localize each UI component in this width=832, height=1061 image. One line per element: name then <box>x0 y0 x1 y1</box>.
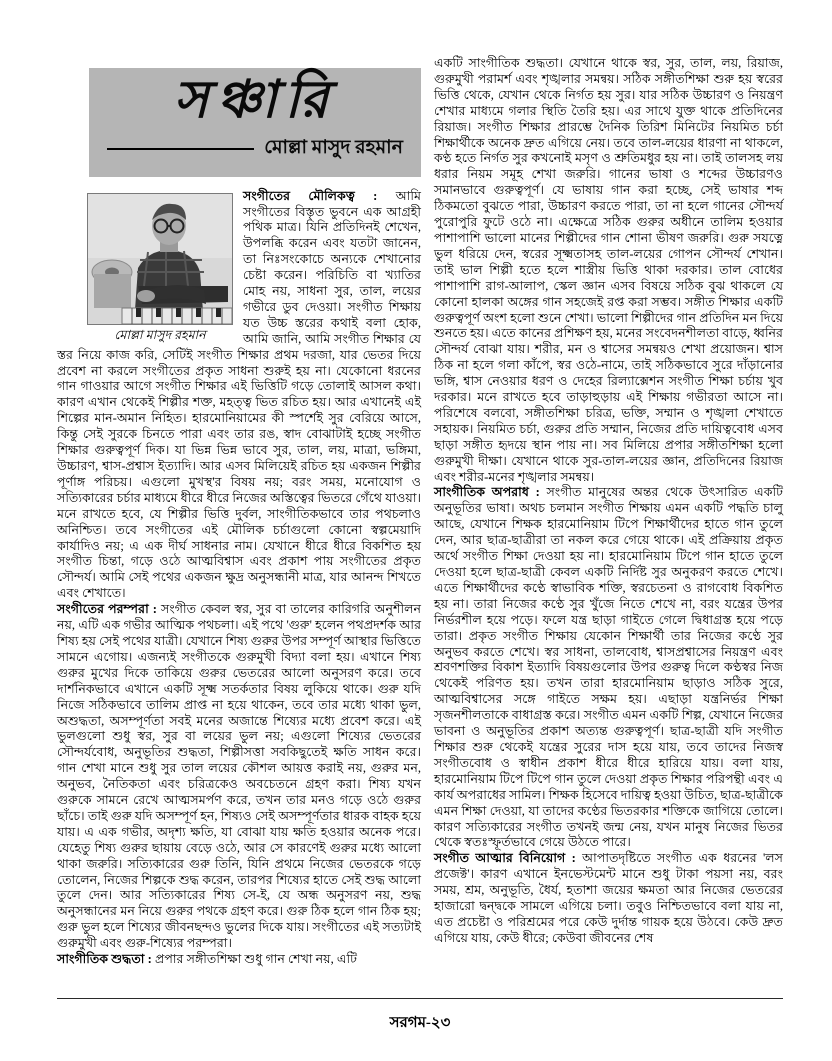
article-column-left <box>57 56 421 968</box>
section-body-oporadh: সংগীত মানুষের অন্তর থেকে উৎসারিত একটি অনুভূতির ভাষা। অথচ চলমান সংগীত শিক্ষায় এমন একটি পদ্ধতি চালু আছে, যেখানে শিক্ষক হারমোনিয়াম টিপে শিক্ষার্থীদের হাতে গান তুলে দেন, আর ছাত্র-ছাত্রীরা তা নকল করে গেয়ে থাকে। এই প্রক্রিয়ায় প্রকৃত অর্থে সংগীত শিক্ষা দেওয়া হয় না। হারমোনিয়াম টিপে গান হাতে তুলে দেওয়া হলে ছাত্র-ছাত্রী কেবল একটি নির্দিষ্ট সুর অনুকরণ করতে শেখে। এতে শিক্ষার্থীদের কণ্ঠে স্বাভাবিক শক্তি, স্বরচেতনা ও রাগবোধ বিকশিত হয় না। তারা নিজের কণ্ঠে সুর খুঁজে নিতে শেখে না, বরং যন্ত্রের উপর নির্ভরশীল হয়ে পড়ে। ফলে যন্ত্র ছাড়া গাইতে গেলে দ্বিধাগ্রস্ত হয়ে পড়ে তারা। প্রকৃত সংগীত শিক্ষায় যেকোন শিক্ষার্থী তার নিজের কণ্ঠে সুর অনুভব করতে শেখে। স্বর সাধনা, তালবোধ, শ্বাসপ্রশ্বাসের নিয়ন্ত্রণ এবং শ্রবণশক্তির বিকাশ ইত্যাদি বিষয়গুলোর উপর গুরুত্ব দিলে কণ্ঠস্বর নিজ থেকেই পরিণত হয়। তখন তারা হারমোনিয়াম ছাড়াও সঠিক সুরে, আত্মবিশ্বাসের সঙ্গে গাইতে সক্ষম হয়। এছাড়া যন্ত্রনির্ভর শিক্ষা সৃজনশীলতাকে বাধাগ্রস্ত করে। সংগীত এমন একটি শিল্প, যেখানে নিজের ভাবনা ও অনুভূতির প্রকাশ অত্যন্ত গুরুত্বপূর্ণ। ছাত্র-ছাত্রী যদি সংগীত শিক্ষার শুরু থেকেই যন্ত্রের সুরের দাস হয়ে যায়, তবে তাদের নিজস্ব সংগীতবোধ ও স্বাধীন প্রকাশ ধীরে ধীরে হারিয়ে যায়। বলা যায়, হারমোনিয়াম টিপে টিপে গান তুলে দেওয়া প্রকৃত শিক্ষার পরিপন্থী এবং এ কার্য অপরাধের সামিল। শিক্ষক হিসেবে দায়িত্ব হওয়া উচিত, ছাত্র-ছাত্রীকে এমন শিক্ষা দেওয়া, যা তাদের কণ্ঠের ভিতরকার শক্তিকে জাগিয়ে তোলে। কারণ সত্যিকারের সংগীত তখনই জন্ম নেয়, যখন মানুষ নিজের ভিতর থেকে স্বতঃস্ফূর্তভাবে গেয়ে উঠতে পারে। <box>434 485 783 850</box>
section-body-biniyog: আপাতদৃষ্টিতে সংগীত এক ধরনের 'লস প্রজেক্ট'। কারণ এখানে ইনভেস্টমেন্ট মানে শুধু টাকা পয়সা নয়, বরং সময়, শ্রম, অনুভূতি, ধৈর্য, হতাশা জয়ের ক্ষমতা আর নিজের ভেতরের হাজারো দ্বন্দ্বকে সামলে এগিয়ে চলা। তবুও নিশ্চিতভাবে বলা যায় না, এত প্রচেষ্টা ও পরিশ্রমের পরে কেউ দুর্দান্ত গায়ক হয়ে উঠবে। কেউ দ্রুত এগিয়ে যায়, কেউ ধীরে; কেউবা জীবনের শেষ <box>434 851 783 945</box>
column-title: সঞ্চারি <box>173 72 337 129</box>
section-paragraph-biniyog <box>434 851 783 946</box>
section-body-shuddhota-start: প্রপার সঙ্গীতশিক্ষা শুধু গান শেখা নয়, এটি <box>154 952 357 967</box>
author-photo <box>87 193 233 325</box>
section-paragraph-porompora <box>57 602 421 952</box>
author-name: মোল্লা মাসুদ রহমান <box>264 136 403 158</box>
section-heading-oporadh: সাংগীতিক অপরাধ : <box>434 485 540 500</box>
section-paragraph-shuddhota-continued <box>434 56 783 485</box>
author-photo-caption: মোল্লা মাসুদ রহমান <box>114 327 206 342</box>
author-rule-divider <box>107 148 254 150</box>
section-heading-shuddhota: সাংগীতিক শুদ্ধতা : <box>57 952 152 967</box>
article-column-right <box>434 56 783 968</box>
section-heading-biniyog: সংগীত আত্মার বিনিয়োগ : <box>434 851 576 866</box>
masthead-author-row <box>101 133 409 165</box>
section-paragraph-shuddhota-start <box>57 952 421 968</box>
masthead <box>89 68 421 177</box>
section-heading-moulikotto: সংগীতের মৌলিকত্ব : <box>243 188 378 203</box>
article-body <box>57 56 783 968</box>
section-paragraph-oporadh <box>434 485 783 851</box>
footer-page-label: সরগম-২৩ <box>389 1015 451 1031</box>
author-photo-block <box>87 193 233 347</box>
section-body-shuddhota-continued: একটি সাংগীতিক শুদ্ধতা। যেখানে থাকে স্বর, সুর, তাল, লয়, রিয়াজ, গুরুমুখী পরামর্শ এবং শৃঙ্খলার সমন্বয়। সঠিক সঙ্গীতশিক্ষা শুরু হয় স্বরের ভিত্তি থেকে, যেখান থেকে নির্গত হয় সুর। যার সঠিক উচ্চারণ ও নিয়ন্ত্রণ শেখার মাধ্যমে গলার স্থিতি তৈরি হয়। এর সাথে যুক্ত থাকে প্রতিদিনের রিয়াজ। সংগীত শিক্ষার প্রারম্ভে দৈনিক তিরিশ মিনিটের নিয়মিত চর্চা শিক্ষার্থীকে অনেক দ্রুত এগিয়ে নেয়। তবে তাল-লয়ের ধারণা না থাকলে, কণ্ঠ হতে নির্গত সুর কখনোই মসৃণ ও শ্রুতিমধুর হয় না। তাই তালসহ লয় ধরার নিয়ম সমূহ শেখা জরুরি। গানের ভাষা ও শব্দের উচ্চারণও সমানভাবে গুরুত্বপূর্ণ। যে ভাষায় গান করা হচ্ছে, সেই ভাষার শব্দ ঠিকমতো বুঝতে পারা, উচ্চারণ করতে পারা, তা না হলে গানের সৌন্দর্য পুরোপুরি ফুটে ওঠে না। এক্ষেত্রে সঠিক গুরুর অধীনে তালিম হওয়ার পাশাপাশি ভালো মানের শিল্পীদের গান শোনা ভীষণ জরুরি। গুরু সযত্নে ভুল ধরিয়ে দেন, স্বরের সূক্ষ্মতাসহ তাল-লয়ের গোপন সৌন্দর্য শেখান। তাই ভাল শিল্পী হতে হলে শাস্ত্রীয় ভিত্তি থাকা দরকার। তাল বোধের পাশাপাশি রাগ-আলাপ, স্কেল জ্ঞান এসব বিষয়ে সঠিক বুঝ থাকলে যে কোনো হালকা অঙ্গের গান সহজেই রপ্ত করা সম্ভব। সঙ্গীত শিক্ষার একটি গুরুত্বপূর্ণ অংশ হলো শুনে শেখা। ভালো শিল্পীদের গান প্রতিদিন মন দিয়ে শুনতে হয়। এতে কানের প্রশিক্ষণ হয়, মনের সংবেদনশীলতা বাড়ে, ধ্বনির সৌন্দর্য বোঝা যায়। শরীর, মন ও শ্বাসের সমন্বয়ও শেখা প্রয়োজন। শ্বাস ঠিক না হলে গলা কাঁপে, স্বর ওঠে-নামে, তাই সঠিকভাবে সুরে দাঁড়ানোর ভঙ্গি, শ্বাস নেওয়ার ধরণ ও দেহের রিল্যাক্সেশন সংগীত শিক্ষা চর্চায় খুব দরকার। মনে রাখতে হবে তাড়াহুড়ায় এই শিক্ষায় গভীরতা আসে না। পরিশেষে বলবো, সঙ্গীতশিক্ষা চরিত্র, ভক্তি, সম্মান ও শৃঙ্খলা শেখাতে সহায়ক। নিয়মিত চর্চা, গুরুর প্রতি সম্মান, নিজের প্রতি দায়িত্ববোধ এসব ছাড়া সঙ্গীত হৃদয়ে স্থান পায় না। সব মিলিয়ে প্রপার সঙ্গীতশিক্ষা হলো গুরুমুখী দীক্ষা। যেখানে থাকে সুর-তাল-লয়ের জ্ঞান, প্রতিদিনের রিয়াজ এবং শরীর-মনের শৃঙ্খলার সমন্বয়। <box>434 56 783 484</box>
section-body-porompora: সংগীত কেবল স্বর, সুর বা তালের কারিগরি অনুশীলন নয়, এটি এক গভীর আত্মিক পথচলা। এই পথে 'গুরু' হলেন পথপ্রদর্শক আর শিষ্য হয় সেই পথের যাত্রী। যেখানে শিষ্য গুরুর উপর সম্পূর্ণ আস্থার ভিত্তিতে সামনে এগোয়। এজন্যই সংগীতকে গুরুমুখী বিদ্যা বলা হয়। এখানে শিষ্য গুরুর মুখের দিকে তাকিয়ে গুরুর ভেতরের আলো অনুসরণ করে। তবে দার্শনিকভাবে এখানে একটি সূক্ষ্ম সতর্কতার বিষয় লুকিয়ে থাকে। গুরু যদি নিজে সঠিকভাবে তালিম প্রাপ্ত না হয়ে থাকেন, তবে তার মধ্যে থাকা ভুল, অশুদ্ধতা, অসম্পূর্ণতা সবই মনের অজান্তে শিষ্যের মধ্যে প্রবেশ করে। এই ভুলগুলো শুধু স্বর, সুর বা লয়ের ভুল নয়; এগুলো শিষ্যের ভেতরের সৌন্দর্যবোধ, অনুভূতির শুদ্ধতা, শিল্পীসত্তা সবকিছুতেই ক্ষতি সাধন করে। গান শেখা মানে শুধু সুর তাল লয়ের কৌশল আয়ত্ত করাই নয়, গুরুর মন, অনুভব, নৈতিকতা এবং চরিত্রকেও অবচেতনে গ্রহণ করা। শিষ্য যখন গুরুকে সামনে রেখে আত্মসমর্পণ করে, তখন তার মনও গড়ে ওঠে গুরুর ছাঁচে। তাই গুরু যদি অসম্পূর্ণ হন, শিষ্যও সেই অসম্পূর্ণতার ধারক বাহক হয়ে যায়। এ এক গভীর, অদৃশ্য ক্ষতি, যা বোঝা যায় ক্ষতি হওয়ার অনেক পরে। যেহেতু শিষ্য গুরুর ছায়ায় বেড়ে ওঠে, আর সে কারণেই গুরুর মধ্যে আলো থাকা জরুরি। সত্যিকারের গুরু তিনি, যিনি প্রথমে নিজের ভেতরকে গড়ে তোলেন, নিজের শিল্পকে শুদ্ধ করেন, তারপর শিষ্যের হাতে সেই শুদ্ধ আলো তুলে দেন। আর সত্যিকারের শিষ্য সে-ই, যে অন্ধ অনুসরণ নয়, শুদ্ধ অনুসন্ধানের মন নিয়ে গুরুর পথকে গ্রহণ করে। গুরু ঠিক হলে গান ঠিক হয়; গুরু ভুল হলে শিষ্যের জীবনছন্দও ভুলের দিকে যায়। সংগীতের এই সত্যটাই গুরুমুখী এবং গুরু-শিষ্যের পরম্পরা। <box>57 602 421 951</box>
author-photo-illustration <box>88 194 232 324</box>
page-footer <box>57 998 783 1036</box>
section-heading-porompora: সংগীতের পরম্পরা : <box>57 602 157 617</box>
section-body-moulikotto: আমি সংগীতের বিস্তৃত ভুবনে এক আগ্রহী পথিক মাত্র। যিনি প্রতিদিনই শেখেন, উপলব্ধি করেন এবং যতটা জানেন, তা নিঃসংকোচে অন্যকে শেখানোর চেষ্টা করেন। পরিচিতি বা খ্যাতির মোহ নয়, সাধনা সুর, তাল, লয়ের গভীরে ডুব দেওয়া। সংগীত শিক্ষায় যত উচ্চ স্তরের কথাই বলা হোক, আমি জানি, আমি সংগীত শিক্ষার যে স্তর নিয়ে কাজ করি, সেটিই সংগীত শিক্ষার প্রথম দরজা, যার ভেতর দিয়ে প্রবেশ না করলে সংগীতের প্রকৃত সাধনা শুরুই হয় না। যেকোনো ধরনের গান গাওয়ার আগে সংগীত শিক্ষার এই ভিত্তিটি গড়ে তোলাই আসল কথা। কারণ এখান থেকেই শিল্পীর শক্ত, মহত্ত্ব ভিত রচিত হয়। আর এখানেই এই শিল্পের মান-অমান নিহিত। হারমোনিয়ামের কী স্পর্শেই সুর বেরিয়ে আসে, কিন্তু সেই সুরকে চিনতে পারা এবং তার রঙ, স্বাদ বোঝাটাই হচ্ছে সংগীত শিক্ষার গুরুত্বপূর্ণ দিক। যা ভিন্ন ভিন্ন ভাবে সুর, তাল, লয়, মাত্রা, ভঙ্গিমা, উচ্চারণ, শ্বাস-প্রশ্বাস ইত্যাদি। আর এসব মিলিয়েই রচিত হয় একজন শিল্পীর পূর্ণাঙ্গ পরিচয়। এগুলো মুখস্থ'র বিষয় নয়; বরং সময়, মনোযোগ ও সত্যিকারের চর্চার মাধ্যমে ধীরে ধীরে নিজের অস্তিত্বের ভিতরে গেঁথে যাওয়া। মনে রাখতে হবে, যে শিল্পীর ভিত্তি দুর্বল, সাংগীতিকভাবে তার পথচলাও অনিশ্চিত। তবে সংগীতের এই মৌলিক চর্চাগুলো কোনো স্বল্পমেয়াদি কার্যাদিও নয়; এ এক দীর্ঘ সাধনার নাম। যেখানে ধীরে ধীরে বিকশিত হয় সংগীত চিন্তা, গড়ে ওঠে আত্মবিশ্বাস এবং প্রকাশ পায় সংগীতের প্রকৃত সৌন্দর্য। আমি সেই পথের একজন ক্ষুদ্র অনুসন্ধানী মাত্র, যার আনন্দ শিখতে এবং শেখাতে। <box>57 188 421 601</box>
